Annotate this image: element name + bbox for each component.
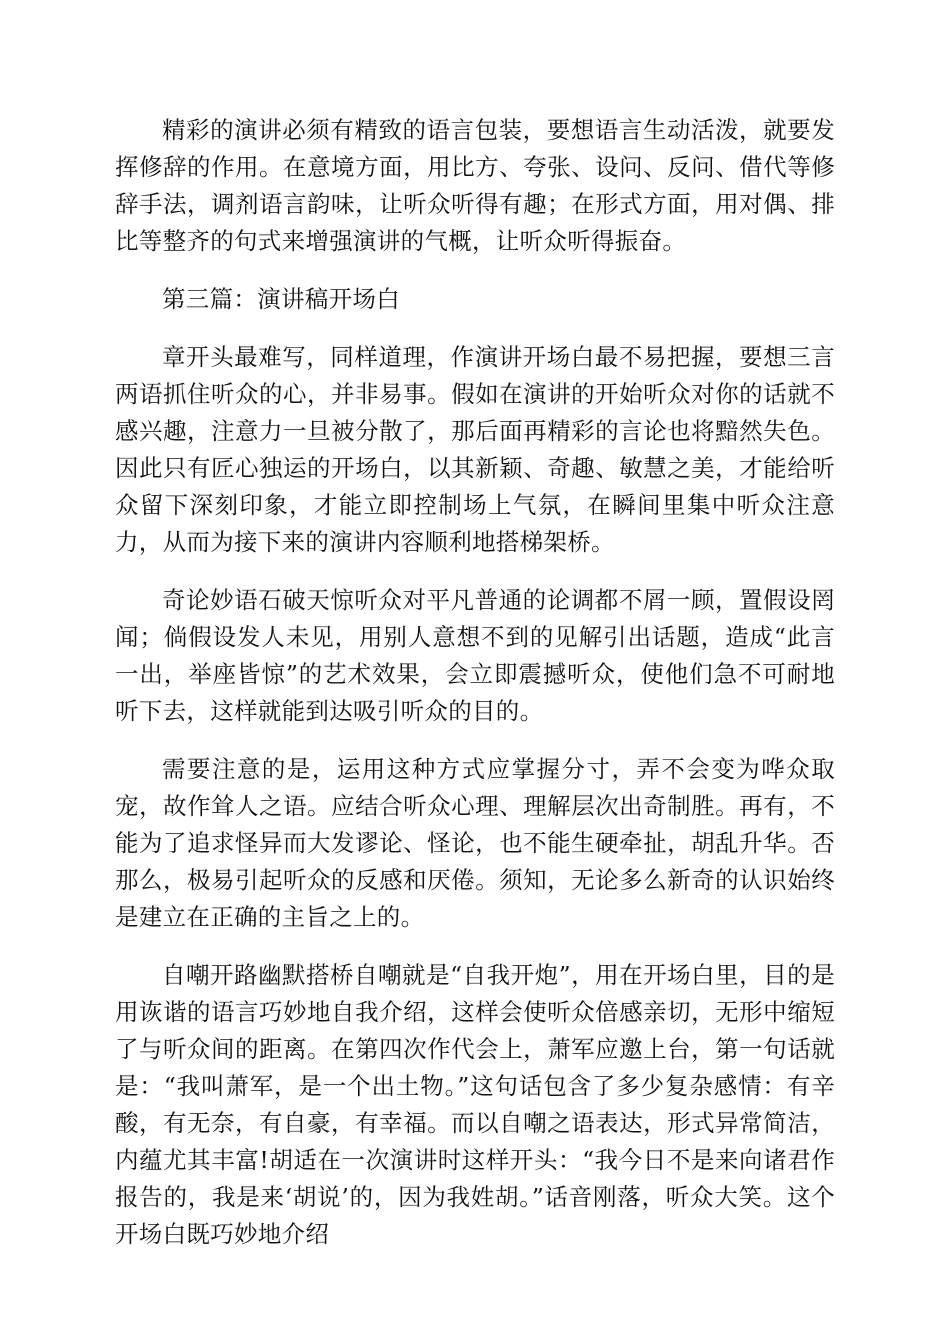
paragraph-opening: 章开头最难写，同样道理，作演讲开场白最不易把握，要想三言两语抓住听众的心，并非易事。假如在演讲的开始听众对你的话就不感兴趣，注意力一旦被分散了，那后面再精彩的言论也将黯然失色。因此只有匠心独运的开场白，以其新颖、奇趣、敏慧之美，才能给听众留下深刻印象，才能立即控制场上气氛，在瞬间里集中听众注意力，从而为接下来的演讲内容顺利地搭梯架桥。 — [115, 343, 835, 556]
paragraph-caution: 需要注意的是，运用这种方式应掌握分寸，弄不会变为哗众取宠，故作耸人之语。应结合听众心理、理解层次出奇制胜。再有，不能为了追求怪异而大发谬论、怪论，也不能生硬牵扯，胡乱升华。否那么，极易引起听众的反感和厌倦。须知，无论多么新奇的认识始终是建立在正确的主旨之上的。 — [115, 755, 835, 931]
document-page — [115, 112, 835, 1274]
section-heading: 第三篇：演讲稿开场白 — [162, 285, 400, 313]
paragraph-surprise: 奇论妙语石破天惊听众对平凡普通的论调都不屑一顾，置假设罔闻；倘假设发人未见，用别人意想不到的见解引出话题，造成“此言一出，举座皆惊”的艺术效果，会立即震撼听众，使他们急不可耐地听下去，这样就能到达吸引听众的目的。 — [115, 586, 835, 725]
paragraph-rhetoric: 精彩的演讲必须有精致的语言包装，要想语言生动活泼，就要发挥修辞的作用。在意境方面，用比方、夸张、设问、反问、借代等修辞手法，调剂语言韵味，让听众听得有趣；在形式方面，用对偶、排比等整齐的句式来增强演讲的气概，让听众听得振奋。 — [115, 116, 835, 255]
paragraph-self-mockery: 自嘲开路幽默搭桥自嘲就是“自我开炮”，用在开场白里，目的是用诙谐的语言巧妙地自我介绍，这样会使听众倍感亲切，无形中缩短了与听众间的距离。在第四次作代会上，萧军应邀上台，第一句话就是：“我叫萧军，是一个出土物。”这句话包含了多少复杂感情：有辛酸，有无奈，有自豪，有幸福。而以自嘲之语表达，形式异常简洁，内蕴尤其丰富!胡适在一次演讲时这样开头：“我今日不是来向诸君作报告的，我是来‘胡说’的，因为我姓胡。”话音刚落，听众大笑。这个开场白既巧妙地介绍 — [115, 961, 835, 1248]
